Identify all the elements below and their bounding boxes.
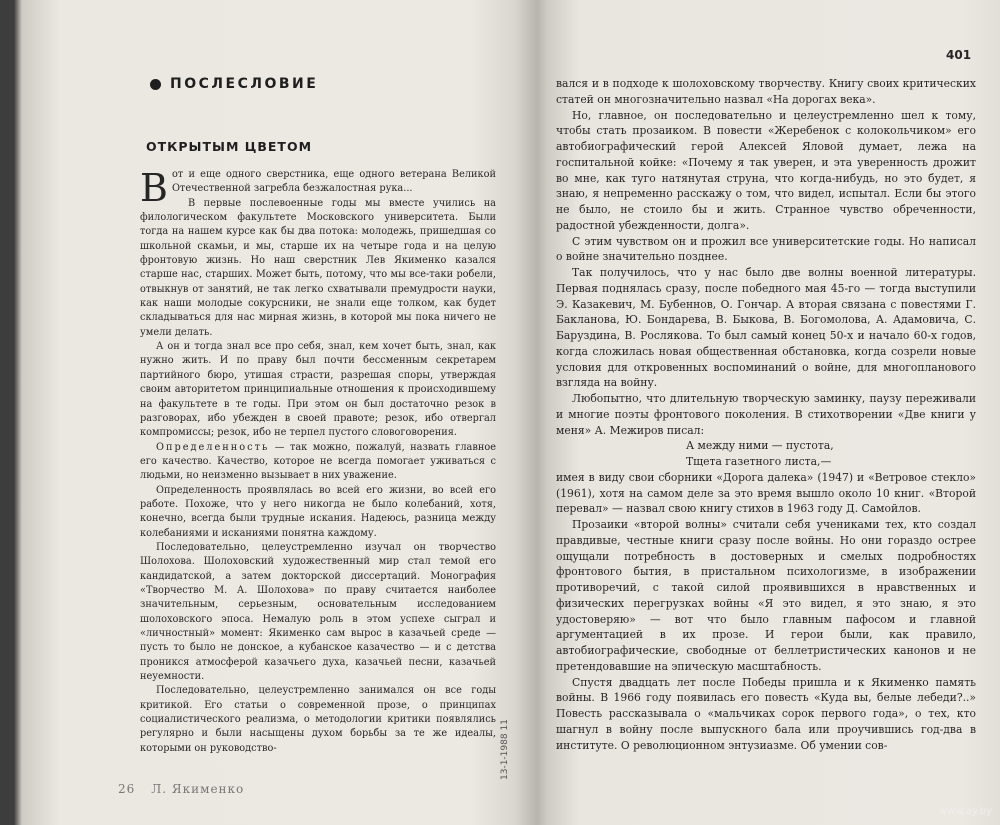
page-number: 26 <box>118 782 136 796</box>
left-page-text <box>140 168 496 756</box>
page-footer <box>118 782 260 796</box>
paragraph: Определенность проявлялась во всей его жизни, во всей его работе. Похоже, что у него никогда не было колебаний, хотя, конечно, всегда были трудные искания. Надеюсь, разница между колебаниями и исканиями понятна каждому. <box>140 484 496 539</box>
paragraph: Любопытно, что длительную творческую заминку, паузу переживали и многие поэты фронтового поколения. В стихотворении «Две книги у меня» А. Межиров писал: <box>556 392 976 437</box>
paragraph: вался и в подходе к шолоховскому творчеству. Книгу своих критических статей он многозначительно назвал «На дорогах века». <box>556 77 976 106</box>
left-page <box>22 0 534 825</box>
paragraph: Последовательно, целеустремленно занимался он все годы критикой. Его статьи о современной прозе, о принципах социалистического реализма, о методологии критики появлялись регулярно и были насыщены духом борьбы за те же идеалы, которыми он руководство- <box>140 685 496 754</box>
paragraph: Вот и еще одного сверстника, еще одного ветерана Великой Отечественной загребла безжалостная рука... <box>140 166 496 210</box>
running-author: Л. Якименко <box>151 782 245 796</box>
paragraph: имея в виду свои сборники «Дорога далека» (1947) и «Ветровое стекло» (1961), хотя на самом деле за это время вышло около 10 книг. «Второй перевал» — назвал свою книгу стихов в 1963 году Д. Самойлов. <box>556 470 976 516</box>
paragraph: Так получилось, что у нас было две волны военной литературы. Первая поднялась сразу, после победного мая 45-го — тогда выступили Э. Казакевич, М. Бубеннов, О. Гончар. А вторая связана с повестями Г. Бакланова, Ю. Бондарева, В. Быкова, В. Богомолова, А. Адамовича, С. Баруздина, В. Рослякова. То был самый конец 50-х и начало 60-х годов, когда сложилась новая общественная обстановка, когда созрели новые условия для откровенных воспоминаний о войне, для многопланового взгляда на войну. <box>556 266 976 390</box>
watermark: www.ay.by <box>939 806 992 817</box>
paragraph: В первые послевоенные годы мы вместе учились на филологическом факультете Московского университета. Были тогда на нашем курсе как бы два потока: молодежь, пришедшая со школьной скамьи, и мы, старше их на четыре года и на целую фронтовую жизнь. Но наш сверстник Лев Якименко казался старше нас, старших. Может быть, потому, что мы все-таки робели, отвыкнув от занятий, не так легко схватывали премудрости науки, как наши молодые сокурсники, не знали еще толком, как будет складываться для нас мирная жизнь, в которой мы пока ничего не умели делать. <box>140 197 496 338</box>
paragraph: Последовательно, целеустремленно изучал он творчество Шолохова. Шолоховский художественный мир стал темой его кандидатской, а затем докторской диссертаций. Монография «Творчество М. А. Шолохова» по праву считается наиболее значительным, серьезным, основательным исследованием шолоховского эпоса. Немалую роль в этом успехе сыграл и «личностный» момент: Якименко сам вырос в казачьей среде — пусть то было не донское, а кубанское казачество — и с детства проникся атмосферой казачьего духа, казачьей песни, казачьей неуемности. <box>140 541 496 683</box>
chapter-title: ОТКРЫТЫМ ЦВЕТОМ <box>146 139 313 154</box>
paragraph: С этим чувством он и прожил все университетские годы. Но написал о войне значительно позднее. <box>556 234 976 264</box>
paragraph: Но, главное, он последовательно и целеустремленно шел к тому, чтобы стать прозаиком. В повести «Жеребенок с колокольчиком» его автобиографический герой Алексей Яловой думает, лежа на госпитальной койке: «Почему я так уверен, и эта уверенность дрожит во мне, как туго натянутая струна, что когда-нибудь, но это будет, я знаю, я непременно расскажу о том, что видел, испытал. Если бы этого не было, не стоило бы и жить. Странное чувство обреченности, радостной убежденности, долга». <box>556 108 976 232</box>
printer-signature: 13-1-1988 11 <box>500 719 510 780</box>
section-heading: ПОСЛЕСЛОВИЕ <box>150 76 318 92</box>
paragraph: А он и тогда знал все про себя, знал, кем хочет быть, знал, как нужно жить. И по праву был почти бессменным секретарем партийного бюро, утишая страсти, разрешая споры, утверждая своим авторитетом принципиальные отношения к происходившему на факультете в те годы. При этом он был достаточно резок в разговорах, ибо убежден в своей правоте; резок, ибо отвергал компромиссы; резок, ибо не терпел пустого словоговорения. <box>140 341 496 439</box>
page-number: 401 <box>946 48 972 62</box>
right-page <box>540 0 1000 825</box>
verse-line: Тщета газетного листа,— <box>686 455 832 468</box>
drop-cap: В <box>140 166 168 210</box>
paragraph: Спустя двадцать лет после Победы пришла и к Якименко память войны. В 1966 году появилась его повесть «Куда вы, белые лебеди?..» Повесть рассказывала о «мальчиках сорок первого года», о тех, кто шагнул в войну после выпускного бала или проучившись год-два в институте. О революционном энтузиазме. Об умении сов- <box>556 675 976 752</box>
paragraph: Прозаики «второй волны» считали себя учениками тех, кто создал правдивые, честные книги сразу после войны. Но они гораздо острее ощущали потребность в достоверных и смелых подробностях фронтового бытия, в пристальном психологизме, в изображении противоречий, с такой силой проявившихся в нравственных и физических перегрузках войны «Я это видел, я это знаю, я это удостоверяю» — вот что было главным пафосом и главной аргументацией в их прозе. И герои были, как правило, автобиографические, свободные от беллетристических канонов и не претендовавшие на эпическую масштабность. <box>556 518 976 673</box>
right-page-text <box>556 76 976 753</box>
verse-line: А между ними — пустота, <box>686 439 834 453</box>
paragraph: Определенность — так можно, пожалуй, назвать главное его качество. Качество, которое не всегда помогает уживаться с людьми, но неизменно вызывает в них уважение. <box>140 441 496 482</box>
bullet-icon <box>150 79 161 90</box>
